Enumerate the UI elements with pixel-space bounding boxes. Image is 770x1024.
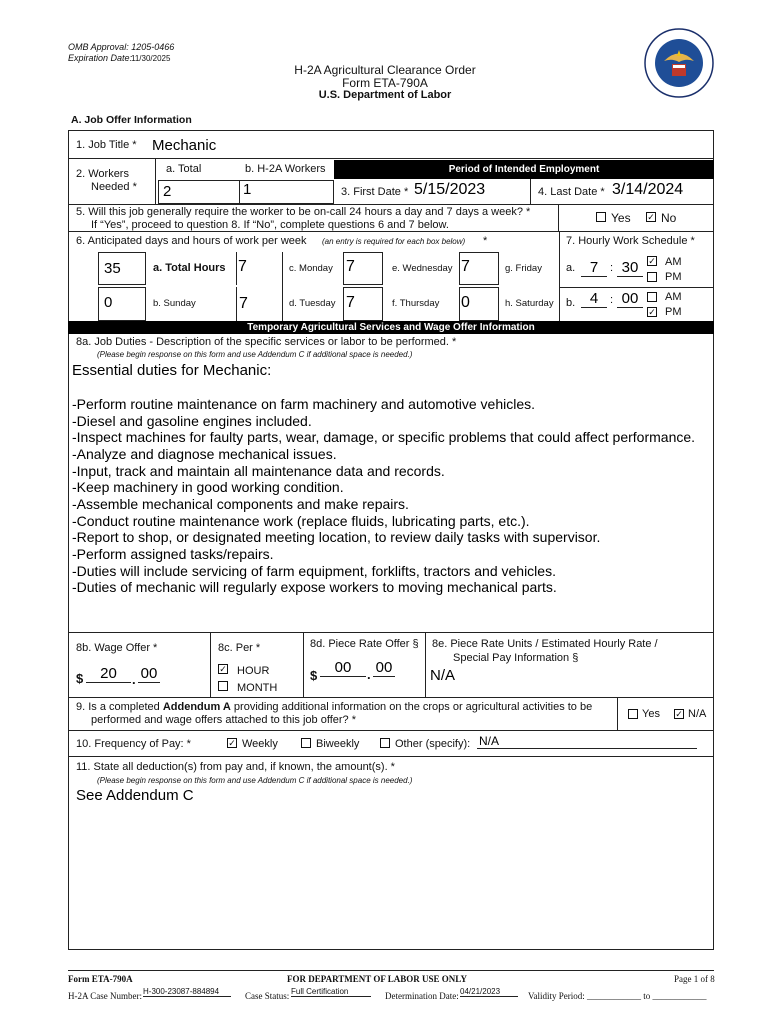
biweekly-checkbox[interactable]	[301, 738, 311, 748]
footer-page: Page 1 of 8	[674, 974, 715, 984]
temp-ag-services-bar: Temporary Agricultural Services and Wage Offer Information	[68, 321, 714, 334]
department-name: U.S. Department of Labor	[318, 89, 452, 101]
period-of-employment-bar: Period of Intended Employment	[334, 160, 714, 179]
piece-cents[interactable]: 00	[373, 659, 395, 677]
omb-approval: OMB Approval: 1205-0466	[68, 42, 175, 52]
tuesday-value[interactable]: 7	[346, 294, 355, 311]
q5-line1: 5. Will this job generally require the worker to be on-call 24 hours a day and 7 days a week? *	[76, 206, 531, 218]
q9-na-label: N/A	[688, 708, 707, 720]
q8e-value[interactable]: N/A	[430, 667, 456, 684]
q11-value[interactable]: See Addendum C	[76, 787, 194, 804]
q9-line1	[76, 701, 592, 713]
q8b-label: 8b. Wage Offer *	[76, 642, 158, 654]
form-number: Form ETA-790A	[342, 76, 428, 90]
q5-line2: If “Yes”, proceed to question 8. If “No”, complete questions 6 and 7 below.	[91, 219, 449, 231]
other-checkbox[interactable]	[380, 738, 390, 748]
job-title-value[interactable]: Mechanic	[152, 137, 217, 154]
workers-label-2: Needed *	[91, 181, 137, 193]
piece-dollars[interactable]: 00	[320, 659, 366, 677]
q5-no-label: No	[661, 211, 677, 225]
q9-post: providing additional information on the crops or agricultural activities to be	[230, 701, 593, 713]
duty-line: -Inspect machines for faulty parts, wear, damage, or specific problems that could affect performance.	[72, 429, 696, 445]
other-value[interactable]: N/A	[477, 734, 697, 749]
total-hours-label: a. Total Hours	[153, 262, 226, 274]
q8a-note: (Please begin response on this form and use Addendum C if additional space is needed.)	[97, 350, 413, 359]
schedule-b-minute[interactable]: 00	[617, 290, 643, 308]
wednesday-label: e. Wednesday	[392, 263, 453, 274]
wage-dot: .	[132, 672, 136, 687]
q8c-label: 8c. Per *	[218, 642, 261, 654]
friday-label: g. Friday	[505, 263, 542, 274]
h2a-workers-label: b. H-2A Workers	[245, 163, 326, 175]
q5-yes-checkbox[interactable]	[596, 212, 606, 222]
q11-note: (Please begin response on this form and use Addendum C if additional space is needed.)	[97, 776, 413, 785]
first-date-label: 3. First Date *	[341, 186, 409, 198]
section-a-title: A. Job Offer Information	[71, 114, 192, 126]
q8d-label: 8d. Piece Rate Offer §	[310, 638, 419, 650]
q6-star: *	[483, 235, 488, 247]
biweekly-label: Biweekly	[316, 738, 360, 750]
schedule-b-label: b.	[566, 297, 576, 309]
schedule-b-hour[interactable]: 4	[581, 290, 607, 308]
q8e-line2: Special Pay Information §	[453, 652, 579, 664]
weekly-checkbox[interactable]: ✓	[228, 738, 236, 748]
schedule-a-label: a.	[566, 262, 576, 274]
wage-cents[interactable]: 00	[138, 665, 160, 683]
duty-line: -Conduct routine maintenance work (replace fluids, lubricating parts, etc.).	[72, 513, 530, 529]
wage-dollar-sign: $	[76, 671, 84, 686]
h2a-workers-value[interactable]: 1	[243, 181, 252, 198]
q9-yes-label: Yes	[642, 708, 660, 720]
total-hours-left-value[interactable]: 7	[238, 258, 247, 275]
duties-heading: Essential duties for Mechanic:	[72, 362, 272, 379]
schedule-b-pm-checkbox[interactable]: ✓	[648, 307, 656, 317]
q9-na-checkbox[interactable]: ✓	[675, 709, 683, 719]
q9-addendum-a: Addendum A	[162, 701, 231, 713]
q10-label: 10. Frequency of Pay: *	[76, 738, 191, 750]
case-status-value: Full Certification	[291, 987, 371, 997]
weekly-label: Weekly	[242, 738, 278, 750]
total-workers-label: a. Total	[166, 163, 202, 175]
duty-line: -Input, track and maintain all maintenance data and records.	[72, 463, 445, 479]
schedule-b-pm: PM	[665, 306, 682, 318]
q8a-label: 8a. Job Duties - Description of the specific services or labor to be performed. *	[76, 336, 457, 348]
monday-label: c. Monday	[289, 263, 333, 274]
expiration-label: Expiration Date:	[68, 53, 133, 63]
last-date-label: 4. Last Date *	[538, 186, 605, 198]
case-number-label: H-2A Case Number:	[68, 991, 142, 1001]
schedule-a-minute[interactable]: 30	[617, 259, 643, 277]
q7-label: 7. Hourly Work Schedule *	[566, 235, 695, 247]
workers-label-1: 2. Workers	[76, 168, 129, 180]
schedule-a-colon: :	[610, 262, 614, 274]
schedule-b-am: AM	[665, 291, 682, 303]
footer-dol-use: FOR DEPARTMENT OF LABOR USE ONLY	[287, 974, 467, 984]
determination-value: 04/21/2023	[460, 987, 518, 997]
q6-note: (an entry is required for each box below)	[322, 237, 466, 246]
schedule-b-am-checkbox[interactable]	[647, 292, 657, 302]
sunday-label: b. Sunday	[153, 298, 196, 309]
per-month-label: MONTH	[237, 682, 278, 694]
schedule-a-pm: PM	[665, 271, 682, 283]
piece-dollar-sign: $	[310, 668, 318, 683]
last-date-value[interactable]: 3/14/2024	[612, 181, 684, 198]
duty-line: -Duties of mechanic will regularly expose workers to moving mechanical parts.	[72, 579, 557, 595]
sunday-hours-value[interactable]: 7	[239, 295, 248, 312]
form-title: H-2A Agricultural Clearance Order	[294, 63, 476, 77]
per-hour-checkbox[interactable]: ✓	[219, 664, 227, 674]
total-hours-value[interactable]: 35	[104, 260, 121, 277]
schedule-b-colon: :	[610, 294, 614, 306]
first-date-value[interactable]: 5/15/2023	[414, 181, 486, 198]
q9-line2: performed and wage offers attached to this job offer? *	[91, 714, 356, 726]
dol-seal-icon	[644, 28, 714, 98]
duty-line: -Diesel and gasoline engines included.	[72, 413, 312, 429]
tuesday-label: d. Tuesday	[289, 298, 336, 309]
piece-dot: .	[367, 667, 371, 682]
duty-line: -Report to shop, or designated meeting location, to review daily tasks with supervisor.	[72, 529, 601, 545]
job-title-label: 1. Job Title *	[76, 139, 137, 151]
other-label: Other (specify):	[395, 738, 471, 750]
validity-period: Validity Period: ____________ to ____________	[528, 991, 707, 1001]
duty-line: -Duties will include servicing of farm equipment, forklifts, tractors and vehicles.	[72, 563, 556, 579]
saturday-label: h. Saturday	[505, 298, 554, 309]
q9-pre: 9. Is a completed	[76, 701, 163, 713]
monday-value[interactable]: 7	[346, 258, 355, 275]
q5-yes-label: Yes	[611, 211, 631, 225]
q9-yes-checkbox[interactable]	[628, 709, 638, 719]
sunday-value[interactable]: 0	[104, 294, 113, 311]
duty-line: -Perform assigned tasks/repairs.	[72, 546, 274, 562]
footer-form: Form ETA-790A	[68, 974, 133, 984]
determination-label: Determination Date:	[385, 991, 459, 1001]
per-month-checkbox[interactable]	[218, 681, 228, 691]
schedule-a-hour[interactable]: 7	[581, 259, 607, 277]
duty-line: -Assemble mechanical components and make repairs.	[72, 496, 409, 512]
per-hour-label: HOUR	[237, 665, 270, 677]
q8e-line1: 8e. Piece Rate Units / Estimated Hourly Rate /	[432, 638, 658, 650]
q11-label: 11. State all deduction(s) from pay and, if known, the amount(s). *	[76, 761, 395, 773]
expiration-value: 11/30/2025	[131, 54, 171, 63]
duty-line: -Perform routine maintenance on farm machinery and automotive vehicles.	[72, 396, 535, 412]
wednesday-value[interactable]: 7	[461, 258, 470, 275]
q6-label: 6. Anticipated days and hours of work per week	[76, 235, 307, 247]
case-status-label: Case Status:	[245, 991, 290, 1001]
duty-line: -Analyze and diagnose mechanical issues.	[72, 446, 337, 462]
case-number-value: H-300-23087-884894	[143, 987, 231, 997]
schedule-a-pm-checkbox[interactable]	[647, 272, 657, 282]
schedule-a-am-checkbox[interactable]: ✓	[648, 256, 656, 266]
q5-no-checkbox[interactable]: ✓	[647, 212, 655, 222]
schedule-a-am: AM	[665, 256, 682, 268]
duty-line: -Keep machinery in good working condition.	[72, 479, 344, 495]
thursday-label: f. Thursday	[392, 298, 440, 309]
wage-dollars[interactable]: 20	[86, 665, 131, 683]
thursday-value[interactable]: 0	[461, 294, 470, 311]
total-workers-value[interactable]: 2	[163, 183, 172, 200]
